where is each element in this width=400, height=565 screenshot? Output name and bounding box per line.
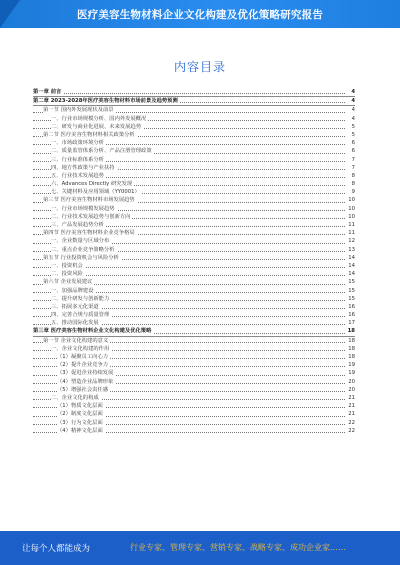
toc-entry-title: 四、完善合规与质量管理 <box>51 312 110 319</box>
toc-entry[interactable] <box>33 386 355 394</box>
toc-entry-page: 6 <box>351 140 355 147</box>
toc-entry-page: 21 <box>348 403 355 410</box>
toc-entry[interactable] <box>33 262 355 270</box>
toc-entry-title: 三、拓展多元化渠道 <box>51 303 99 310</box>
page-footer <box>0 531 400 565</box>
toc-entry[interactable] <box>33 327 355 336</box>
toc-entry[interactable] <box>33 205 355 213</box>
toc-entry-title: 一、市场政策环境分析 <box>51 140 104 147</box>
toc-entry-title: 第二章 2023-2028年医疗美容生物材料市场前景及趋势预测 <box>33 98 178 105</box>
toc-entry[interactable] <box>33 402 355 410</box>
toc-entry[interactable] <box>33 278 355 286</box>
toc-entry-page: 21 <box>348 411 355 418</box>
toc-entry-page: 15 <box>348 295 355 302</box>
toc-entry-title: 二、研发与商业化进展、未来发展趋势 <box>51 123 142 130</box>
toc-entry[interactable] <box>33 123 355 131</box>
toc-entry-page: 22 <box>348 427 355 434</box>
toc-entry[interactable] <box>33 97 355 106</box>
toc-entry-page: 19 <box>348 370 355 377</box>
toc-entry-title: 一、加强品牌建设 <box>51 287 94 294</box>
toc-heading: 内容目录 <box>173 60 226 74</box>
toc-entry-title: 二、质量监管体系分析、产品注册管理政策 <box>51 148 152 155</box>
toc-entry-title: 第三节 医疗美容生物材料市场发展趋势 <box>43 197 135 204</box>
toc-entry-page: 15 <box>348 279 355 286</box>
toc-entry-page: 11 <box>348 222 355 228</box>
toc-entry[interactable] <box>33 311 355 319</box>
toc-entry[interactable] <box>33 147 355 155</box>
toc-entry[interactable] <box>33 131 355 139</box>
toc-entry-title: 一、企业数量与区域分布 <box>51 238 110 245</box>
toc-entry[interactable] <box>33 410 355 418</box>
toc-leader-dots <box>33 93 345 94</box>
toc-entry[interactable] <box>33 213 355 221</box>
toc-entry-title: 三、产品发展趋势分析 <box>51 222 104 228</box>
toc-entry-page: 4 <box>351 98 355 105</box>
report-header <box>0 0 400 36</box>
toc-entry-page: 19 <box>348 362 355 369</box>
toc-entry-title: 二、重点企业竞争策略分析 <box>51 246 115 253</box>
toc-entry-title: 第一节 国内外发展现状及前景 <box>43 107 114 114</box>
toc-entry-title: 第四节 医疗美容生物材料企业竞争格局 <box>43 230 135 237</box>
toc-entry-title: 二、投资风险 <box>51 271 83 278</box>
toc-entry-title: 五、行业技术发展趋势 <box>51 172 104 179</box>
toc-entry-page: 4 <box>351 89 355 95</box>
table-of-contents <box>33 88 355 435</box>
toc-entry-title: （2）提升企业竞争力 <box>57 362 109 369</box>
toc-entry[interactable] <box>33 221 355 229</box>
toc-entry-page: 14 <box>348 262 355 269</box>
toc-entry-title: 二、企业文化的构成 <box>51 394 99 401</box>
toc-entry-page: 10 <box>348 205 355 212</box>
toc-entry-title: 第三章 医疗美容生物材料企业文化构建及优化策略 <box>33 328 152 335</box>
toc-entry-page: 14 <box>348 254 355 261</box>
toc-entry-title: 第五节 行业投资机会与风险分析 <box>43 254 119 261</box>
toc-entry-page: 17 <box>348 320 355 327</box>
toc-entry-page: 4 <box>351 115 355 122</box>
toc-entry[interactable] <box>33 106 355 114</box>
toc-entry-title: （1）物质文化层面 <box>57 403 103 410</box>
toc-entry[interactable] <box>33 270 355 278</box>
toc-entry-page: 16 <box>348 303 355 310</box>
toc-entry-page: 11 <box>348 230 355 237</box>
toc-entry-title: （4）塑造企业品牌形象 <box>57 378 114 385</box>
toc-entry-title: 第六节 企业发展建议 <box>43 279 93 286</box>
toc-entry-title: 二、行业技术发展趋势与创新方向 <box>51 213 131 220</box>
toc-entry-title: （1）凝聚员工向心力 <box>57 354 109 360</box>
toc-entry-page: 18 <box>348 345 355 352</box>
toc-entry[interactable] <box>33 303 355 311</box>
toc-entry[interactable] <box>33 237 355 245</box>
toc-entry-page: 12 <box>348 238 355 245</box>
toc-entry[interactable] <box>33 345 355 353</box>
toc-entry[interactable] <box>33 115 355 123</box>
toc-entry-title: 一、投资机会 <box>51 262 83 269</box>
toc-entry-page: 13 <box>348 246 355 253</box>
toc-entry-title: 一、行业市场规模发展趋势 <box>51 205 115 212</box>
toc-entry-title: 一、行业市场规模分析、国内外发展概况 <box>51 115 147 122</box>
toc-entry-page: 20 <box>348 378 355 385</box>
toc-entry-page: 5 <box>351 123 355 130</box>
toc-entry-page: 10 <box>348 197 355 204</box>
toc-entry-page: 5 <box>351 131 355 138</box>
toc-entry-page: 10 <box>348 213 355 220</box>
toc-entry[interactable] <box>33 229 355 237</box>
toc-entry[interactable] <box>33 196 355 204</box>
toc-entry-page: 9 <box>351 189 355 196</box>
toc-entry-page: 8 <box>351 181 355 188</box>
toc-entry-title: （5）增强社会责任感 <box>57 386 109 393</box>
toc-entry[interactable] <box>33 254 355 262</box>
toc-entry-page: 14 <box>348 271 355 278</box>
toc-entry[interactable] <box>33 427 355 435</box>
toc-entry-page: 15 <box>348 287 355 294</box>
toc-entry-page: 18 <box>348 354 355 360</box>
toc-entry-title: 一、企业文化构建的作用 <box>51 345 110 352</box>
toc-entry[interactable] <box>33 295 355 303</box>
toc-entry[interactable] <box>33 164 355 172</box>
toc-entry-page: 7 <box>351 156 355 163</box>
toc-entry[interactable] <box>33 361 355 369</box>
footer-roles: 行业专家、管理专家、营销专家、战略专家、成功企业家…… <box>130 543 346 552</box>
toc-entry[interactable] <box>33 353 355 361</box>
toc-entry-page: 6 <box>351 148 355 155</box>
toc-entry[interactable] <box>33 180 355 188</box>
toc-entry-page: 18 <box>348 337 355 344</box>
toc-entry-title: 二、提升研发与创新能力 <box>51 295 110 302</box>
toc-entry[interactable] <box>33 394 355 402</box>
toc-entry-title: （3）促进企业持续发展 <box>57 370 114 377</box>
toc-entry[interactable] <box>33 156 355 164</box>
toc-entry-page: 16 <box>348 312 355 319</box>
toc-entry[interactable] <box>33 337 355 345</box>
toc-entry-title: （2）制度文化层面 <box>57 411 103 418</box>
toc-entry-title: 六、Advances Directly 研究发现 <box>51 181 133 188</box>
toc-entry-title: 三、行业标准体系分析 <box>51 156 104 163</box>
report-title: 医疗美容生物材料企业文化构建及优化策略研究报告 <box>76 9 324 21</box>
toc-entry-page: 22 <box>348 419 355 426</box>
toc-entry[interactable] <box>33 378 355 386</box>
toc-entry-title: （4）精神文化层面 <box>57 427 103 434</box>
toc-entry[interactable] <box>33 172 355 180</box>
toc-entry[interactable] <box>33 287 355 295</box>
toc-entry[interactable] <box>33 88 355 97</box>
footer-slogan: 让每个人都能成为 <box>22 544 91 554</box>
toc-entry-page: 18 <box>347 328 355 335</box>
toc-entry-title: 四、地方性政策与产业扶持 <box>51 164 115 171</box>
toc-entry-title: 第一节 企业文化构建的意义 <box>43 337 109 344</box>
toc-entry-page: 21 <box>348 394 355 401</box>
toc-entry-title: （3）行为文化层面 <box>57 419 103 426</box>
toc-entry-title: 第二节 医疗美容生物材料相关政策分析 <box>43 131 135 138</box>
toc-entry-page: 20 <box>348 386 355 393</box>
toc-entry[interactable] <box>33 246 355 254</box>
toc-entry[interactable] <box>33 369 355 377</box>
toc-entry[interactable] <box>33 188 355 196</box>
toc-entry-page: 4 <box>351 107 355 114</box>
toc-entry[interactable] <box>33 319 355 327</box>
toc-entry-page: 8 <box>351 172 355 179</box>
toc-entry[interactable] <box>33 139 355 147</box>
toc-entry-title: 第一章 前言 <box>33 89 62 95</box>
toc-entry-title: 七、关键材料及应用领域（YY0001） <box>51 189 140 196</box>
toc-entry[interactable] <box>33 419 355 427</box>
toc-entry-title: 五、推动国际化发展 <box>51 320 99 327</box>
toc-entry-page: 7 <box>351 164 355 171</box>
